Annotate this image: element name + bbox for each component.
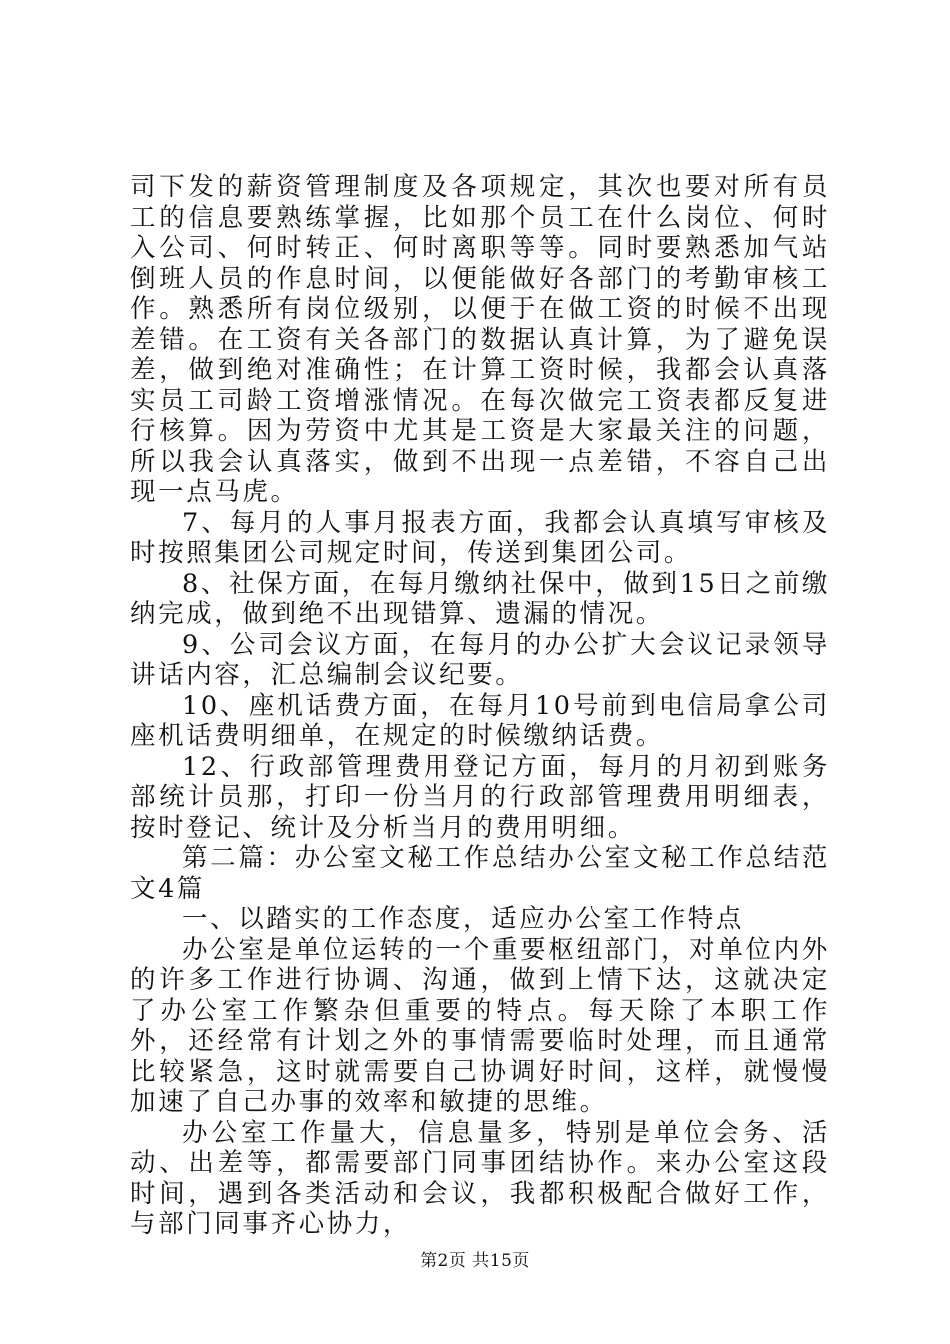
paragraph-item-9: 9、公司会议方面，在每月的办公扩大会议记录领导讲话内容，汇总编制会议纪要。 <box>130 629 830 690</box>
paragraph-salary-continuation: 司下发的薪资管理制度及各项规定，其次也要对所有员工的信息要熟练掌握，比如那个员工在什么岗位、何时入公司、何时转正、何时离职等等。同时要熟悉加气站倒班人员的作息时间，以便能做好各部门的考勤审核工作。熟悉所有岗位级别，以便于在做工资的时候不出现差错。在工资有关各部门的数据认真计算，为了避免误差，做到绝对准确性；在计算工资时候，我都会认真落实员工司龄工资增涨情况。在每次做完工资表都反复进行核算。因为劳资中尤其是工资是大家最关注的问题，所以我会认真落实，做到不出现一点差错，不容自己出现一点马虎。 <box>130 172 830 507</box>
paragraph-item-8: 8、社保方面，在每月缴纳社保中，做到15日之前缴纳完成，做到绝不出现错算、遗漏的情况。 <box>130 568 830 629</box>
page-footer: 第2页 共15页 <box>420 1251 530 1271</box>
paragraph-office-hub: 办公室是单位运转的一个重要枢纽部门，对单位内外的许多工作进行协调、沟通，做到上情下达，这就决定了办公室工作繁杂但重要的特点。每天除了本职工作外，还经常有计划之外的事情需要临时处理，而且通常比较紧急，这时就需要自己协调好时间，这样，就慢慢加速了自己办事的效率和敏捷的思维。 <box>130 934 830 1117</box>
paragraph-item-12: 12、行政部管理费用登记方面，每月的月初到账务部统计员那，打印一份当月的行政部管理费用明细表，按时登记、统计及分析当月的费用明细。 <box>130 751 830 843</box>
paragraph-item-10: 10、座机话费方面，在每月10号前到电信局拿公司座机话费明细单，在规定的时候缴纳话费。 <box>130 690 830 751</box>
subheading-work-attitude: 一、以踏实的工作态度，适应办公室工作特点 <box>182 904 745 934</box>
paragraph-item-7: 7、每月的人事月报表方面，我都会认真填写审核及时按照集团公司规定时间，传送到集团公司。 <box>130 507 830 568</box>
paragraph-office-workload: 办公室工作量大，信息量多，特别是单位会务、活动、出差等，都需要部门同事团结协作。来办公室这段时间，遇到各类活动和会议，我都积极配合做好工作，与部门同事齐心协力， <box>130 1117 830 1239</box>
section-heading-part-two: 第二篇：办公室文秘工作总结办公室文秘工作总结范文4篇 <box>130 843 830 904</box>
document-body <box>130 172 830 1240</box>
